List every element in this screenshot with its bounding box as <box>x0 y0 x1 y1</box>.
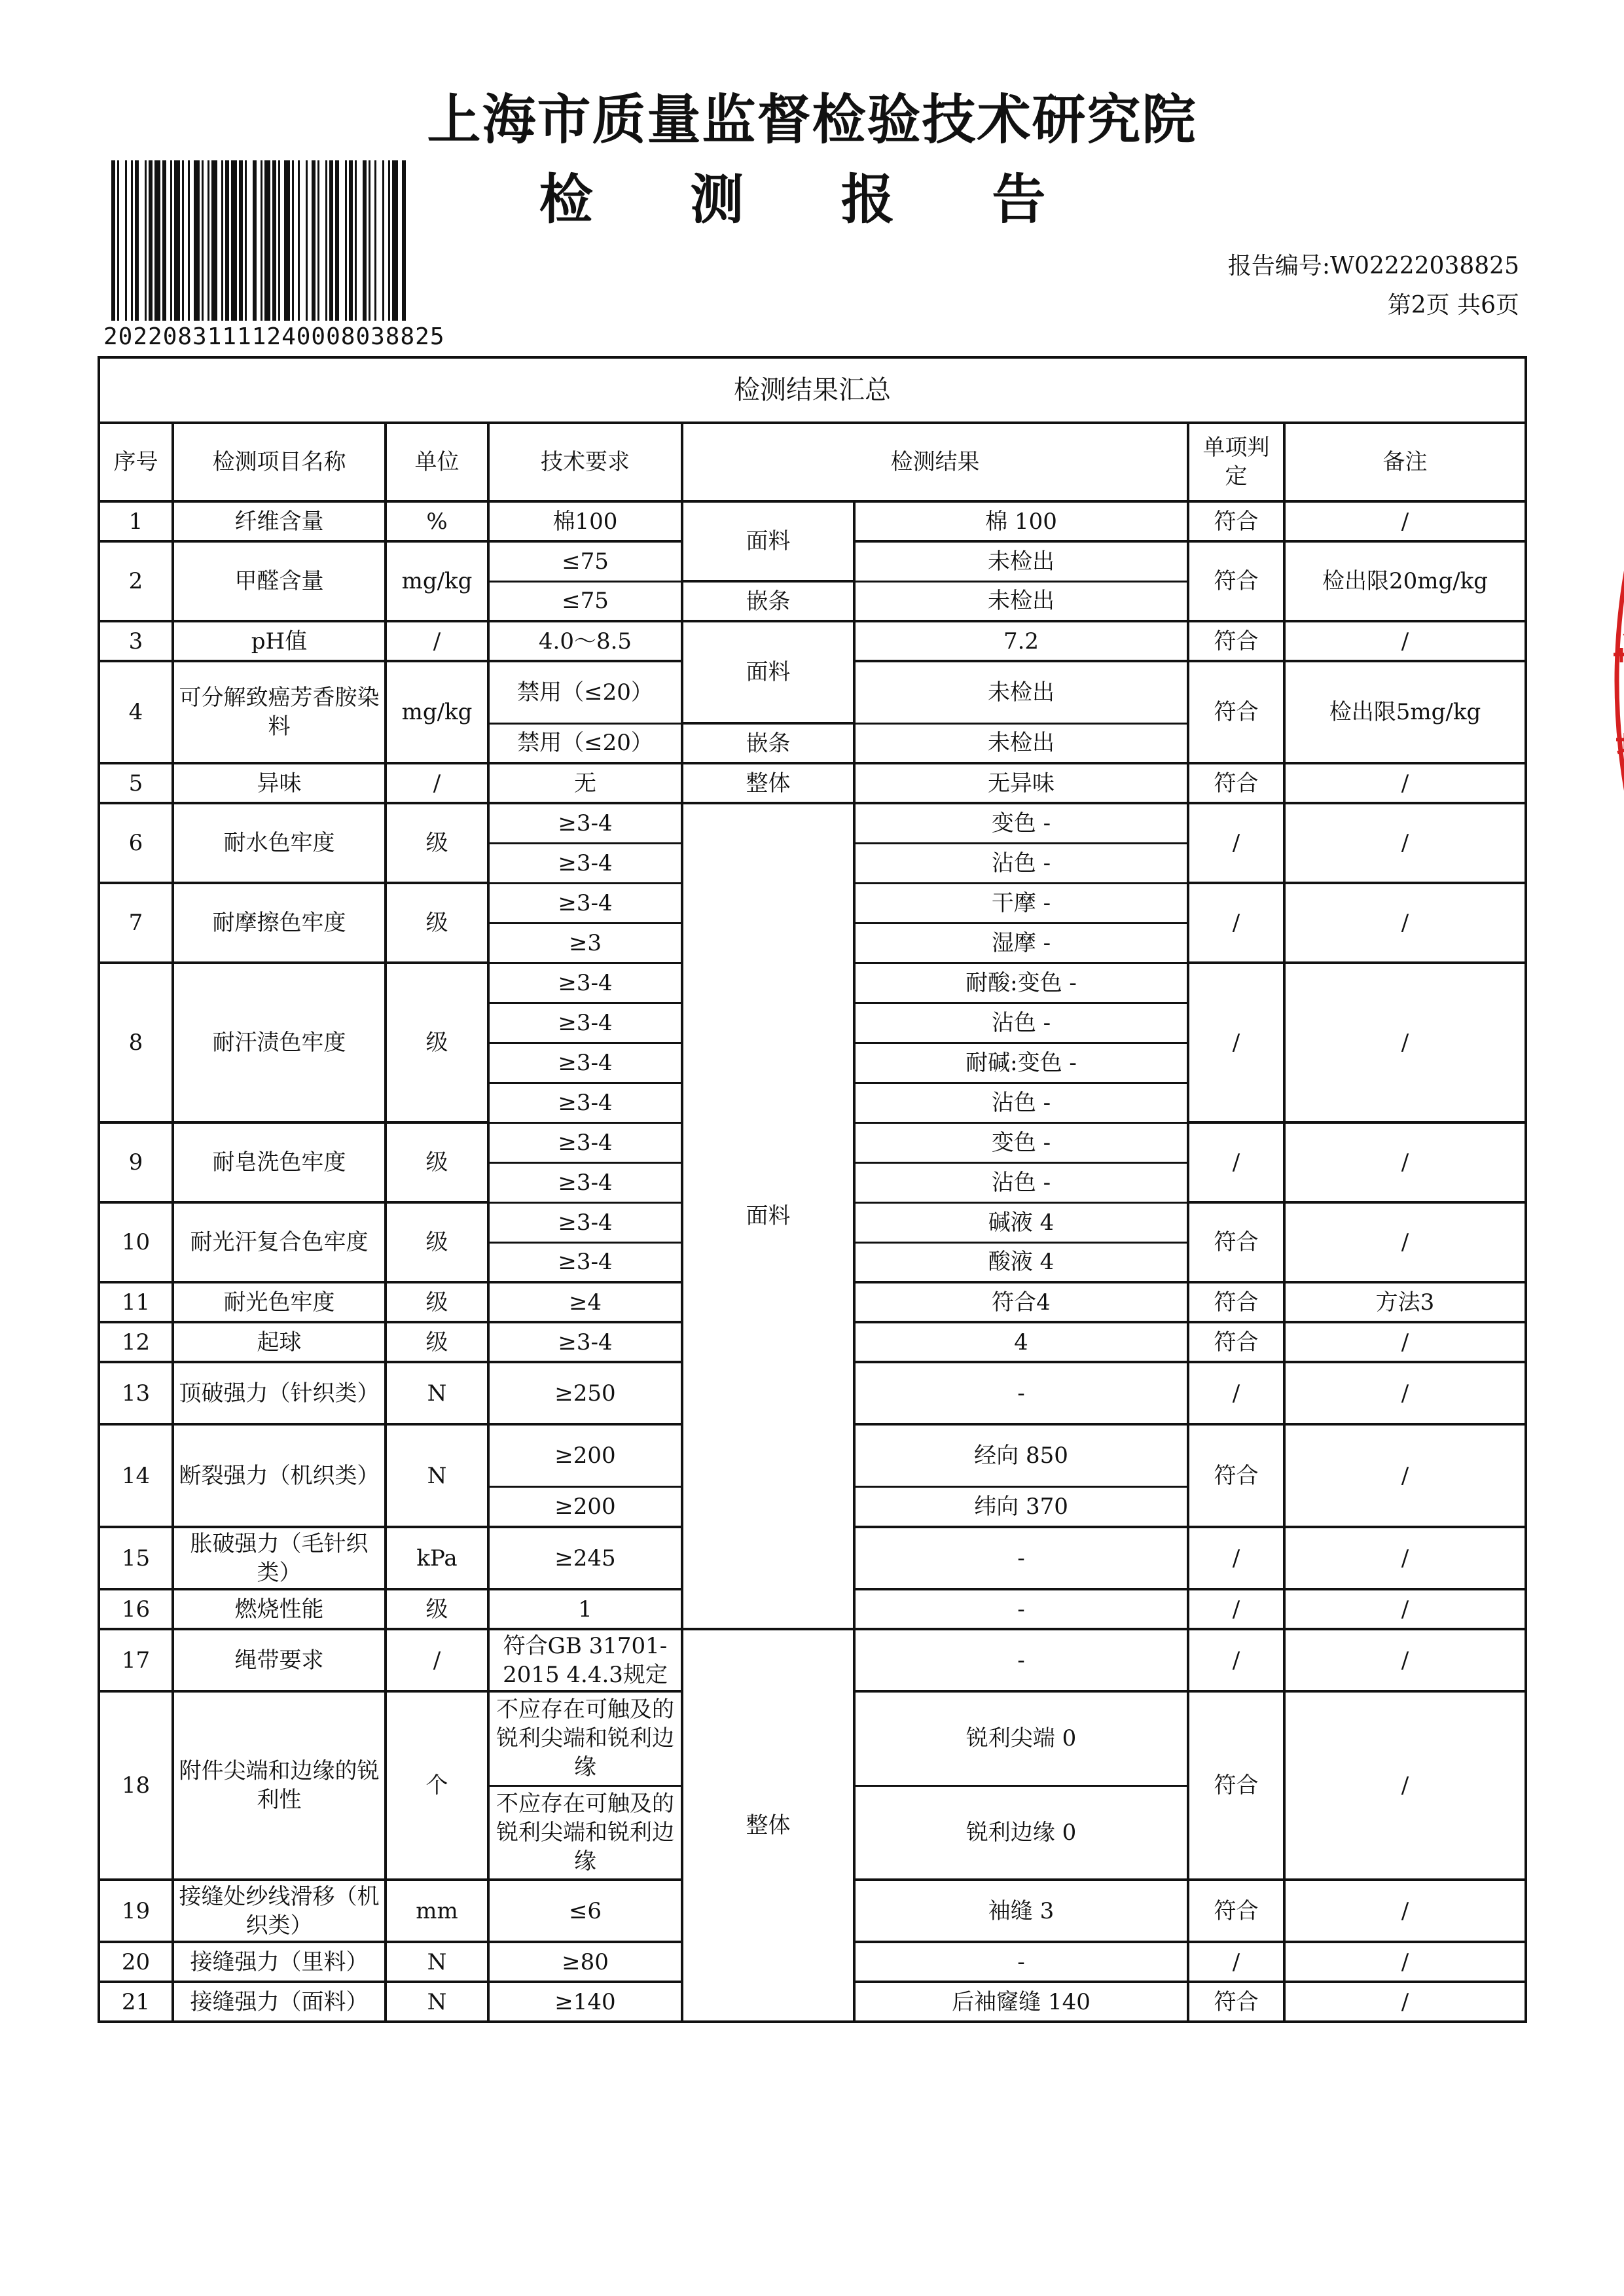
cell-requirement: 无 <box>488 763 682 803</box>
cell-requirement: ≥3-4 <box>488 963 682 1003</box>
barcode-number: 20220831111240008038825 <box>103 323 445 350</box>
cell-verdict: 符合 <box>1188 1424 1284 1527</box>
barcode-bar <box>382 160 384 321</box>
cell-no: 9 <box>99 1122 173 1202</box>
cell-remark: 检出限5mg/kg <box>1284 661 1526 763</box>
cell-remark: / <box>1284 1202 1526 1282</box>
page-number: 第2页 共6页 <box>1387 292 1519 319</box>
barcode-bar <box>388 160 390 321</box>
cell-remark: / <box>1284 1629 1526 1691</box>
cell-requirement: ≥250 <box>488 1362 682 1424</box>
barcode-bar <box>170 160 172 321</box>
barcode-bar <box>111 160 115 321</box>
cell-item: pH值 <box>173 621 386 661</box>
barcode-bar <box>306 160 308 321</box>
barcode-bar <box>317 160 319 321</box>
table-caption: 检测结果汇总 <box>99 357 1526 423</box>
cell-no: 3 <box>99 621 173 661</box>
cell-requirement: ≥3-4 <box>488 1083 682 1122</box>
cell-unit: 级 <box>386 883 488 963</box>
cell-unit: / <box>386 1629 488 1691</box>
cell-verdict: 符合 <box>1188 661 1284 763</box>
cell-item: 绳带要求 <box>173 1629 386 1691</box>
cell-verdict: / <box>1188 1122 1284 1202</box>
cell-result: 干摩 - <box>854 883 1188 923</box>
cell-result: 未检出 <box>854 541 1188 581</box>
cell-result: 未检出 <box>854 581 1188 621</box>
col-header-remark: 备注 <box>1284 423 1526 501</box>
cell-no: 4 <box>99 661 173 763</box>
cell-item: 顶破强力（针织类） <box>173 1362 386 1424</box>
barcode-bar <box>325 160 327 321</box>
cell-item: 接缝处纱线滑移（机织类） <box>173 1880 386 1942</box>
cell-verdict: / <box>1188 1527 1284 1589</box>
cell-unit: 级 <box>386 1282 488 1322</box>
cell-unit: mg/kg <box>386 661 488 763</box>
barcode-bar <box>194 160 200 321</box>
cell-no: 1 <box>99 501 173 541</box>
cell-requirement: ≥3-4 <box>488 1242 682 1282</box>
cell-part: 嵌条 <box>682 581 854 621</box>
cell-verdict: 符合 <box>1188 1691 1284 1880</box>
cell-unit: N <box>386 1424 488 1527</box>
cell-remark: / <box>1284 1424 1526 1527</box>
cell-item: 可分解致癌芳香胺染料 <box>173 661 386 763</box>
cell-remark: / <box>1284 763 1526 803</box>
cell-requirement: ≥3-4 <box>488 843 682 883</box>
institute-name: 上海市质量监督检验技术研究院 <box>427 88 1197 151</box>
cell-requirement: ≤75 <box>488 581 682 621</box>
cell-no: 5 <box>99 763 173 803</box>
barcode-bar <box>261 160 262 321</box>
table-row <box>99 1629 1526 1691</box>
cell-item: 耐光汗复合色牢度 <box>173 1202 386 1282</box>
cell-no: 13 <box>99 1362 173 1424</box>
report-number: 报告编号:W02222038825 <box>1227 253 1519 279</box>
barcode-bar <box>245 160 247 321</box>
cell-result: 经向 850 <box>854 1424 1188 1486</box>
cell-unit: 级 <box>386 1202 488 1282</box>
table-row <box>99 357 1526 423</box>
cell-unit: 级 <box>386 963 488 1122</box>
cell-result: 符合4 <box>854 1282 1188 1322</box>
barcode-bar <box>202 160 204 321</box>
cell-verdict: / <box>1188 1589 1284 1629</box>
col-header-verdict: 单项判定 <box>1188 423 1284 501</box>
cell-verdict: 符合 <box>1188 1322 1284 1362</box>
cell-verdict: 符合 <box>1188 763 1284 803</box>
table-row <box>99 423 1526 501</box>
barcode-image <box>111 160 406 321</box>
barcode-bar <box>131 160 133 321</box>
cell-requirement: 禁用（≤20） <box>488 661 682 723</box>
cell-unit: 个 <box>386 1691 488 1880</box>
cell-no: 20 <box>99 1942 173 1982</box>
cell-verdict: 符合 <box>1188 1982 1284 2022</box>
results-table <box>98 356 1527 2023</box>
cell-no: 21 <box>99 1982 173 2022</box>
cell-result: 沾色 - <box>854 843 1188 883</box>
col-header-result: 检测结果 <box>682 423 1188 501</box>
cell-item: 燃烧性能 <box>173 1589 386 1629</box>
cell-unit: % <box>386 501 488 541</box>
cell-unit: / <box>386 621 488 661</box>
barcode-bar <box>239 160 243 321</box>
cell-remark: / <box>1284 803 1526 883</box>
cell-result: - <box>854 1527 1188 1589</box>
cell-requirement: ≥4 <box>488 1282 682 1322</box>
barcode-bar <box>174 160 180 321</box>
cell-remark: / <box>1284 963 1526 1122</box>
cell-unit: N <box>386 1982 488 2022</box>
cell-requirement: ≥3-4 <box>488 803 682 843</box>
cell-result: 湿摩 - <box>854 923 1188 963</box>
cell-requirement: 不应存在可触及的锐利尖端和锐利边缘 <box>488 1691 682 1785</box>
cell-requirement: ≥3-4 <box>488 1202 682 1242</box>
cell-unit: 级 <box>386 803 488 883</box>
table-row <box>99 501 1526 541</box>
cell-item: 接缝强力（里料） <box>173 1942 386 1982</box>
barcode-bar <box>225 160 229 321</box>
cell-requirement: 符合GB 31701-2015 4.4.3规定 <box>488 1629 682 1691</box>
cell-no: 16 <box>99 1589 173 1629</box>
barcode-bar <box>349 160 353 321</box>
cell-requirement: ≤75 <box>488 541 682 581</box>
cell-requirement: ≥3 <box>488 923 682 963</box>
cell-part: 面料 <box>682 803 854 1629</box>
cell-result: - <box>854 1629 1188 1691</box>
cell-item: 异味 <box>173 763 386 803</box>
cell-result: 未检出 <box>854 723 1188 763</box>
cell-result: - <box>854 1362 1188 1424</box>
cell-item: 甲醛含量 <box>173 541 386 621</box>
cell-result: 变色 - <box>854 803 1188 843</box>
cell-requirement: ≤6 <box>488 1880 682 1942</box>
barcode-bar <box>208 160 209 321</box>
barcode-bar <box>329 160 333 321</box>
barcode-bar <box>162 160 166 321</box>
cell-result: 耐酸:变色 - <box>854 963 1188 1003</box>
cell-requirement: ≥3-4 <box>488 1122 682 1162</box>
barcode-bar <box>312 160 316 321</box>
cell-verdict: 符合 <box>1188 1202 1284 1282</box>
barcode-bar <box>149 160 153 321</box>
barcode-bar <box>298 160 300 321</box>
table-row <box>99 803 1526 843</box>
cell-no: 18 <box>99 1691 173 1880</box>
cell-result: 沾色 - <box>854 1162 1188 1202</box>
cell-unit: N <box>386 1362 488 1424</box>
cell-verdict: 符合 <box>1188 621 1284 661</box>
barcode-bar <box>135 160 139 321</box>
barcode-bar <box>231 160 237 321</box>
cell-verdict: / <box>1188 1942 1284 1982</box>
cell-unit: N <box>386 1942 488 1982</box>
cell-requirement: ≥3-4 <box>488 883 682 923</box>
cell-item: 断裂强力（机织类） <box>173 1424 386 1527</box>
cell-verdict: / <box>1188 803 1284 883</box>
barcode-bar <box>345 160 347 321</box>
table-row <box>99 763 1526 803</box>
cell-verdict: 符合 <box>1188 1880 1284 1942</box>
cell-result: 7.2 <box>854 621 1188 661</box>
cell-result: 袖缝 3 <box>854 1880 1188 1942</box>
cell-remark: / <box>1284 1942 1526 1982</box>
cell-remark: / <box>1284 883 1526 963</box>
cell-remark: / <box>1284 1322 1526 1362</box>
cell-result: 变色 - <box>854 1122 1188 1162</box>
cell-item: 耐摩擦色牢度 <box>173 883 386 963</box>
cell-remark: / <box>1284 1122 1526 1202</box>
cell-requirement: ≥245 <box>488 1527 682 1589</box>
cell-item: 耐皂洗色牢度 <box>173 1122 386 1202</box>
cell-remark: / <box>1284 501 1526 541</box>
cell-result: - <box>854 1942 1188 1982</box>
cell-unit: 级 <box>386 1122 488 1202</box>
cell-result: 未检出 <box>854 661 1188 723</box>
cell-verdict: 符合 <box>1188 501 1284 541</box>
cell-remark: / <box>1284 1589 1526 1629</box>
cell-requirement: ≥3-4 <box>488 1322 682 1362</box>
cell-part: 面料 <box>682 501 854 581</box>
cell-remark: / <box>1284 1982 1526 2022</box>
cell-item: 胀破强力（毛针织类） <box>173 1527 386 1589</box>
barcode-bar <box>117 160 119 321</box>
barcode-bar <box>253 160 257 321</box>
cell-item: 起球 <box>173 1322 386 1362</box>
barcode-bar <box>402 160 406 321</box>
cell-unit: 级 <box>386 1322 488 1362</box>
barcode-bar <box>392 160 398 321</box>
cell-item: 附件尖端和边缘的锐利性 <box>173 1691 386 1880</box>
cell-verdict: / <box>1188 1362 1284 1424</box>
cell-requirement: 不应存在可触及的锐利尖端和锐利边缘 <box>488 1785 682 1880</box>
barcode-bar <box>264 160 270 321</box>
cell-no: 11 <box>99 1282 173 1322</box>
cell-requirement: 禁用（≤20） <box>488 723 682 763</box>
cell-item: 耐水色牢度 <box>173 803 386 883</box>
cell-no: 14 <box>99 1424 173 1527</box>
barcode-bar <box>272 160 276 321</box>
cell-remark: / <box>1284 1880 1526 1942</box>
cell-verdict: / <box>1188 963 1284 1122</box>
cell-unit: kPa <box>386 1527 488 1589</box>
cell-part: 整体 <box>682 763 854 803</box>
cell-result: 碱液 4 <box>854 1202 1188 1242</box>
cell-unit: 级 <box>386 1589 488 1629</box>
cell-part: 整体 <box>682 1629 854 2022</box>
official-seal-stamp <box>1587 550 1624 812</box>
cell-requirement: ≥200 <box>488 1424 682 1486</box>
cell-requirement: ≥200 <box>488 1486 682 1527</box>
col-header-no: 序号 <box>99 423 173 501</box>
cell-remark: 检出限20mg/kg <box>1284 541 1526 621</box>
cell-result: 沾色 - <box>854 1003 1188 1043</box>
cell-result: 后袖窿缝 140 <box>854 1982 1188 2022</box>
cell-no: 19 <box>99 1880 173 1942</box>
cell-item: 耐光色牢度 <box>173 1282 386 1322</box>
cell-result: 酸液 4 <box>854 1242 1188 1282</box>
cell-remark: / <box>1284 621 1526 661</box>
col-header-unit: 单位 <box>386 423 488 501</box>
barcode-bar <box>188 160 190 321</box>
cell-item: 纤维含量 <box>173 501 386 541</box>
cell-verdict: / <box>1188 883 1284 963</box>
cell-result: 无异味 <box>854 763 1188 803</box>
cell-result: 锐利尖端 0 <box>854 1691 1188 1785</box>
cell-remark: / <box>1284 1527 1526 1589</box>
barcode-bar <box>182 160 184 321</box>
cell-result: 棉 100 <box>854 501 1188 541</box>
cell-result: 4 <box>854 1322 1188 1362</box>
barcode-bar <box>145 160 147 321</box>
col-header-requirement: 技术要求 <box>488 423 682 501</box>
barcode-bar <box>363 160 367 321</box>
cell-item: 耐汗渍色牢度 <box>173 963 386 1122</box>
barcode-bar <box>355 160 357 321</box>
cell-part: 嵌条 <box>682 723 854 763</box>
cell-no: 6 <box>99 803 173 883</box>
cell-requirement: ≥3-4 <box>488 1162 682 1202</box>
cell-remark: / <box>1284 1691 1526 1880</box>
cell-remark: 方法3 <box>1284 1282 1526 1322</box>
cell-verdict: 符合 <box>1188 1282 1284 1322</box>
cell-verdict: / <box>1188 1629 1284 1691</box>
barcode-bar <box>292 160 294 321</box>
cell-no: 10 <box>99 1202 173 1282</box>
cell-unit: mg/kg <box>386 541 488 621</box>
cell-item: 接缝强力（面料） <box>173 1982 386 2022</box>
barcode-bar <box>374 160 376 321</box>
cell-no: 12 <box>99 1322 173 1362</box>
barcode-bar <box>335 160 339 321</box>
cell-result: 锐利边缘 0 <box>854 1785 1188 1880</box>
barcode-bar <box>211 160 217 321</box>
barcode-bar <box>284 160 290 321</box>
cell-requirement: ≥3-4 <box>488 1043 682 1083</box>
cell-result: - <box>854 1589 1188 1629</box>
cell-verdict: 符合 <box>1188 541 1284 621</box>
table-row <box>99 621 1526 661</box>
barcode-bar <box>278 160 280 321</box>
cell-requirement: 棉100 <box>488 501 682 541</box>
cell-result: 沾色 - <box>854 1083 1188 1122</box>
cell-requirement: ≥140 <box>488 1982 682 2022</box>
cell-requirement: 4.0～8.5 <box>488 621 682 661</box>
cell-requirement: ≥3-4 <box>488 1003 682 1043</box>
cell-result: 纬向 370 <box>854 1486 1188 1527</box>
col-header-item: 检测项目名称 <box>173 423 386 501</box>
cell-part: 面料 <box>682 621 854 723</box>
barcode-bar <box>125 160 127 321</box>
barcode-bar <box>221 160 223 321</box>
cell-unit: mm <box>386 1880 488 1942</box>
cell-unit: / <box>386 763 488 803</box>
cell-remark: / <box>1284 1362 1526 1424</box>
document-title: 检 测 报 告 <box>539 168 1085 231</box>
cell-result: 耐碱:变色 - <box>854 1043 1188 1083</box>
cell-no: 8 <box>99 963 173 1122</box>
barcode-bar <box>154 160 160 321</box>
cell-no: 17 <box>99 1629 173 1691</box>
cell-no: 2 <box>99 541 173 621</box>
barcode-bar <box>369 160 370 321</box>
cell-requirement: ≥80 <box>488 1942 682 1982</box>
cell-requirement: 1 <box>488 1589 682 1629</box>
cell-no: 15 <box>99 1527 173 1589</box>
cell-no: 7 <box>99 883 173 963</box>
